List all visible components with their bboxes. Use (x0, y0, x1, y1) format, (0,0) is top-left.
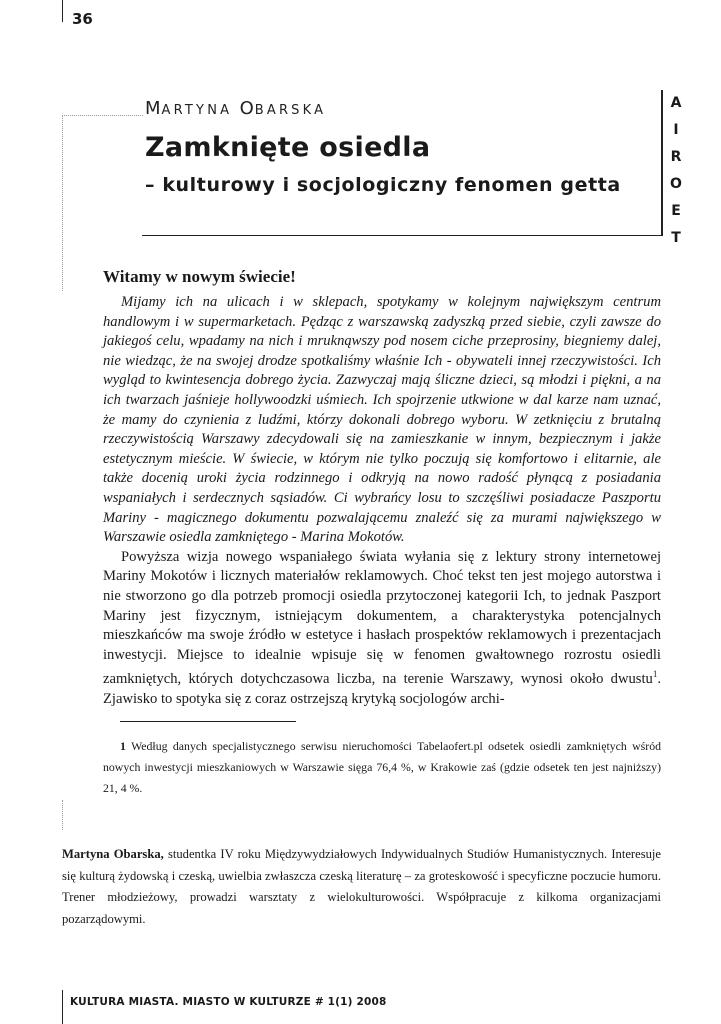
section-label-letter: O (670, 176, 682, 192)
header-bottom-rule (142, 235, 661, 236)
top-margin-rule (62, 0, 63, 22)
bio-name: Martyna Obarska, (62, 847, 164, 861)
article-title: Zamknięte osiedla (145, 132, 431, 163)
article-body (103, 266, 661, 709)
header-dotted-bracket (62, 115, 143, 291)
footnote (103, 736, 661, 799)
article-author-text: MARTYNA OBARSKA (145, 98, 327, 119)
body-paragraph-text: Powyższa wizja nowego wspaniałego świata wyłania się z lektury strony internetowej Mariny Mokotów i licznych materiałów reklamowych. Choć tekst ten jest mojego autorstwa i nie stworzono go dla potrzeb promocji osiedla przytoczonej kategorii Ich, to jednak Paszport Mariny jest fizycznym, istniejącym dokumentem, a charakterystyka potencjalnych mieszkańców ma swoje źródło w estetyce i hasłach prospektów reklamowych i prezentacjach inwestycji. Miejsce to idealnie wpisuje się w fenomen gwałtownego rozrostu osiedli zamkniętych, których dotychczasowa liczba, na terenie Warszawy, wynosi około dwustu (103, 548, 661, 688)
section-label-letter: R (670, 149, 682, 165)
footer-margin-rule (62, 990, 63, 1024)
footnote-separator (120, 721, 296, 722)
section-label-letter: I (673, 122, 679, 138)
section-label-letter: T (671, 230, 681, 246)
author-bio (62, 844, 661, 930)
header-side-rule (661, 90, 663, 236)
footnote-number: 1 (120, 739, 126, 753)
footnote-text: Według danych specjalistycznego serwisu nieruchomości Tabelaofert.pl odsetek osiedli zamkniętych wśród nowych inwestycji mieszkaniowych w Warszawie sięga 76,4 %, w Krakowie zaś (gdzie odsetek ten jest najniższy) 21, 4 %. (103, 739, 661, 795)
section-heading: Witamy w nowym świecie! (103, 267, 296, 286)
bio-text: studentka IV roku Międzywydziałowych Indywidualnych Studiów Humanistycznych. Interesuje się kulturą żydowską i czeską, uwielbia zwłaszcza czeską literaturę – za groteskowość i specyficzne poczucie humoru. Trener młodzieżowy, prowadzi warsztaty z wielokulturowości. Współpracuje z kilkoma organizacjami pozarządowymi. (62, 847, 661, 926)
section-label-letter: A (670, 95, 682, 111)
footnote-reference[interactable]: 1 (652, 669, 658, 680)
intro-paragraph: Mijamy ich na ulicach i w sklepach, spotykamy w kolejnym największym centrum handlowym i w supermarketach. Pędząc z warszawską zadyszką przed siebie, czyli zawsze do jakiegoś celu, wpadamy na nich i mruknąwszy pod nosem ciche przeprosiny, biegniemy dalej, nie wiedząc, że na swojej drodze spotkaliśmy właśnie Ich - obywateli innej rzeczywistości. Ich wygląd to kwintesencja dobrego życia. Zazwyczaj mają śliczne dzieci, są młodzi i piękni, a na ich twarzach jaśnieje hollywoodzki uśmiech. Ich spojrzenie utkwione w dal karze nam uznać, że mamy do czynienia z ludźmi, którzy dokonali dobrego wyboru. W zetknięciu z brutalną rzeczywistością Warszawy zdecydowali się na zamieszkanie w innym, bezpiecznym i jakże estetycznym mieście. W świecie, w którym nie tylko poczują się komfortowo i elitarnie, ale także docenią uroki życia rodzinnego i odkryją na nowo radość płynącą z posiadania wspaniałych i serdecznych sąsiadów. Ci wybrańcy losu to szczęśliwi posiadacze Paszportu Mariny - magicznego dokumentu pozwalającemu znaleźć się za murami największego w Warszawie osiedla zamkniętego - Marina Mokotów. (103, 294, 661, 546)
page-number: 36 (72, 10, 93, 28)
section-label-letter: E (671, 203, 681, 219)
body-paragraph (103, 548, 661, 710)
article-subtitle: – kulturowy i socjologiczny fenomen getta (145, 174, 621, 196)
bio-dotted-rule (62, 800, 64, 830)
section-label-teoria (668, 90, 684, 252)
body-paragraph-text-continued: . Zjawisko to spotyka się z coraz ostrzejszą krytyką socjologów archi- (103, 671, 661, 707)
article-author (145, 98, 326, 119)
journal-footer: KULTURA MIASTA. MIASTO W KULTURZE # 1(1) 2008 (70, 996, 387, 1008)
